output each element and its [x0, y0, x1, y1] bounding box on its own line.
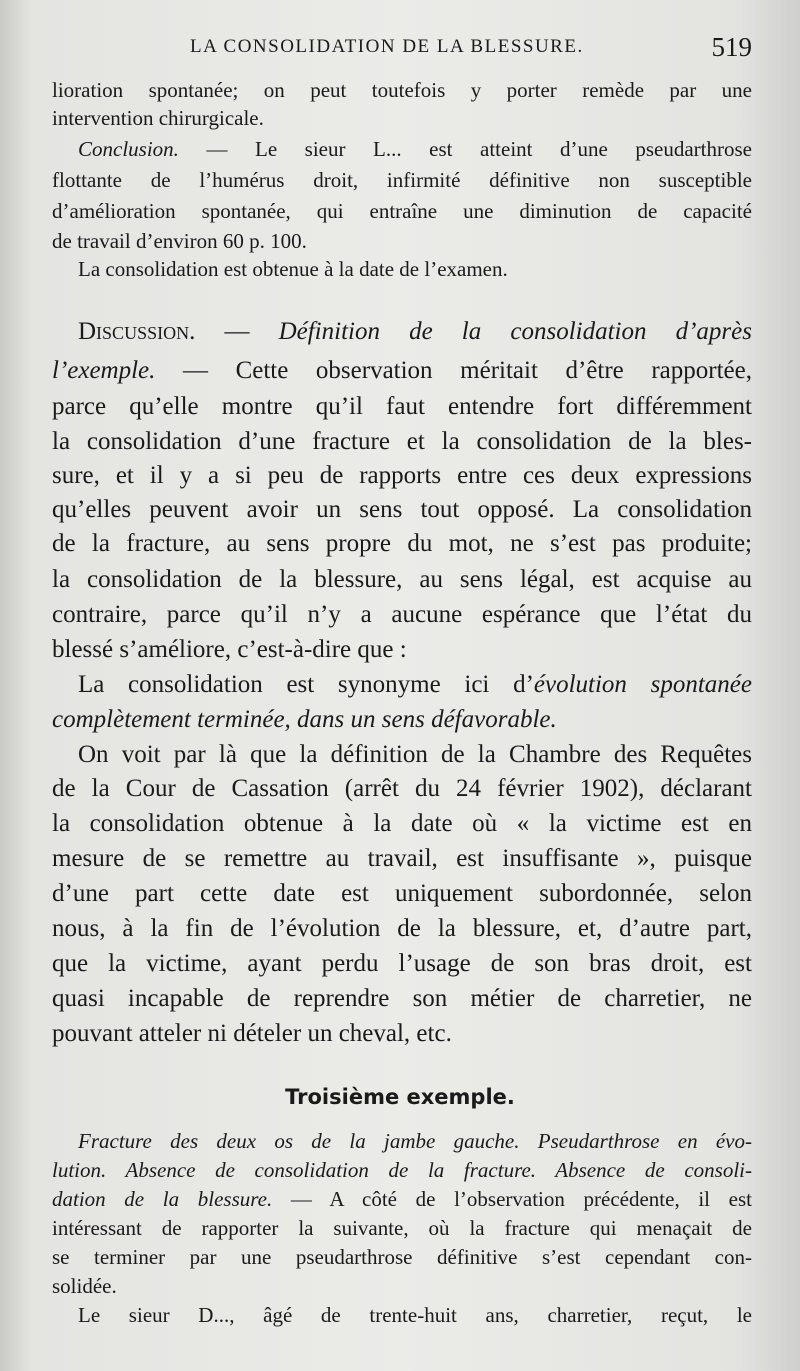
text-span: — Cette observation méritait d’être rapportée, — [155, 357, 752, 384]
text-line: blessé s’améliore, c’est-à-dire que : — [52, 636, 407, 663]
text-line: se terminer par une pseudarthrose définitive s’est cependant con- — [52, 1245, 752, 1269]
text-line: la consolidation obtenue à la date où « la victime est en — [52, 810, 752, 837]
text-line: de travail d’environ 60 p. 100. — [52, 229, 307, 253]
text-line: mesure de se remettre au travail, est insuffisante », puisque — [52, 845, 752, 872]
text-line: solidée. — [52, 1274, 117, 1298]
text-line: pouvant atteler ni dételer un cheval, etc. — [52, 1020, 452, 1047]
text-line: qu’elles peuvent avoir un sens tout opposé. La consolidation — [52, 496, 752, 523]
text-line: intervention chirurgicale. — [52, 106, 264, 130]
text-line — [52, 357, 752, 385]
text-line: de la fracture, au sens propre du mot, ne s’est pas produite; — [52, 530, 752, 557]
text-line: d’une part cette date est uniquement subordonnée, selon — [52, 880, 752, 907]
text-line: On voit par là que la définition de la Chambre des Requêtes — [78, 741, 752, 768]
text-span: l’exemple. — [52, 357, 156, 384]
text-line — [52, 1187, 752, 1212]
text-span: Définition de la consolidation d’après — [278, 318, 752, 345]
text-line: de la Cour de Cassation (arrêt du 24 février 1902), déclarant — [52, 775, 752, 802]
text-span: — A côté de l’observation précédente, il est — [272, 1187, 752, 1211]
text-span: La consolidation est synonyme ici d’ — [78, 671, 534, 698]
text-line — [78, 671, 752, 699]
page-number: 519 — [711, 32, 752, 62]
text-line: intéressant de rapporter la suivante, où la fracture qui menaçait de — [52, 1216, 752, 1240]
text-line — [78, 318, 752, 346]
text-line: d’amélioration spontanée, qui entraîne une diminution de capacité — [52, 199, 752, 223]
text-line: Fracture des deux os de la jambe gauche. Pseudarthrose en évo- — [78, 1129, 752, 1153]
text-line: la consolidation de la blessure, au sens légal, est acquise au — [52, 566, 752, 593]
text-span: évolution spontanée — [533, 671, 752, 698]
text-line: flottante de l’humérus droit, infirmité définitive non susceptible — [52, 168, 752, 192]
text-line: contraire, parce qu’il n’y a aucune espérance que l’état du — [52, 601, 752, 628]
page-header — [0, 32, 800, 72]
section-heading: Troisième exemple. — [285, 1085, 515, 1109]
text-line: Le sieur D..., âgé de trente-huit ans, charretier, reçut, le — [78, 1303, 752, 1327]
text-line: lution. Absence de consolidation de la fracture. Absence de consoli- — [52, 1158, 752, 1182]
discussion-label: Discussion. — [78, 318, 196, 345]
text-span: — — [195, 318, 279, 345]
text-line: La consolidation est obtenue à la date de l’examen. — [78, 257, 508, 281]
text-line: que la victime, ayant perdu l’usage de son bras droit, est — [52, 950, 752, 977]
text-line: sure, et il y a si peu de rapports entre ces deux expressions — [52, 462, 752, 489]
text-line: quasi incapable de reprendre son métier de charretier, ne — [52, 985, 752, 1012]
text-line — [78, 137, 752, 162]
text-line: parce qu’elle montre qu’il faut entendre fort différemment — [52, 393, 752, 420]
text-line: complètement terminée, dans un sens défavorable. — [52, 706, 557, 733]
running-title: LA CONSOLIDATION DE LA BLESSURE. — [190, 36, 584, 57]
text-span: dation de la blessure. — [52, 1187, 273, 1211]
text-line: lioration spontanée; on peut toutefois y porter remède par une — [52, 78, 752, 102]
text-span: — Le sieur L... est atteint d’une pseudarthrose — [178, 137, 752, 161]
conclusion-label: Conclusion. — [78, 137, 179, 161]
text-line: nous, à la fin de l’évolution de la blessure, et, d’autre part, — [52, 915, 752, 942]
text-line: la consolidation d’une fracture et la consolidation de la bles- — [52, 428, 752, 455]
